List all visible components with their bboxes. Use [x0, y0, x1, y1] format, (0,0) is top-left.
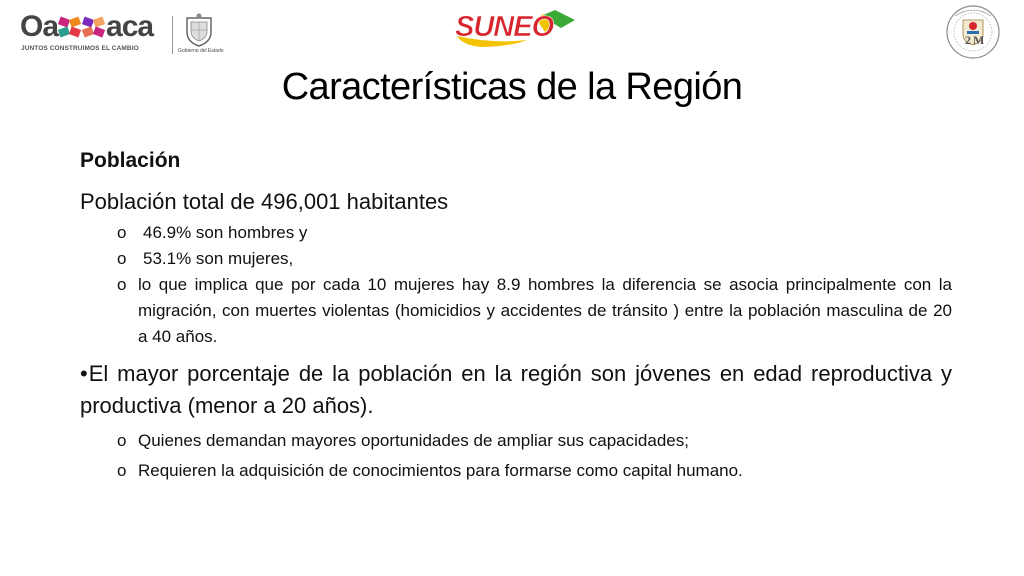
population-breakdown-list — [80, 220, 952, 350]
section-subhead: Población — [80, 149, 181, 172]
hollow-bullet-icon: o — [117, 275, 127, 294]
svg-text:M: M — [973, 33, 985, 47]
oaxaca-tagline: JUNTOS CONSTRUIMOS EL CAMBIO — [21, 45, 139, 52]
main-bullet-text: El mayor porcentaje de la población en la región son jóvenes en edad reproductiva y productiva (menor a 20 años). — [80, 361, 952, 418]
government-label: Gobierno del Estado — [178, 48, 224, 54]
hollow-bullet-icon: o — [117, 431, 127, 450]
list-item — [80, 246, 952, 272]
list-item-text: Quienes demandan mayores oportunidades de ampliar sus capacidades; — [138, 431, 689, 450]
list-item-text: 46.9% son hombres y — [143, 223, 308, 242]
main-bullet — [80, 358, 952, 422]
slide-title: Características de la Región — [281, 66, 743, 108]
oaxaca-x-mark-icon — [58, 16, 82, 38]
oaxaca-x-mark-2-icon — [82, 16, 106, 38]
youth-needs-list — [80, 426, 952, 486]
hollow-bullet-icon: o — [117, 461, 127, 480]
hollow-bullet-icon: o — [117, 249, 127, 268]
list-item — [80, 456, 952, 486]
list-item-text: lo que implica que por cada 10 mujeres hay 8.9 hombres la diferencia se asocia principalmente con la migración, con muertes violentas (homicidios y accidentes de tránsito ) entre la población masculina de 20 a 40 años. — [138, 275, 952, 346]
slide-content — [80, 146, 952, 486]
list-item — [80, 426, 952, 456]
university-seal-icon — [945, 4, 1001, 60]
svg-text:SUNEO: SUNEO — [455, 11, 554, 43]
list-item — [80, 220, 952, 246]
population-total: Población total de 496,001 habitantes — [80, 189, 449, 214]
state-coat-of-arms-icon — [181, 12, 217, 48]
svg-text:2: 2 — [965, 33, 971, 47]
bullet-icon: • — [80, 361, 88, 386]
oaxaca-wordmark: Oa aca — [20, 10, 154, 43]
logo-divider — [172, 16, 173, 54]
suneo-logo-icon — [453, 6, 577, 48]
list-item-text: Requieren la adquisición de conocimientos para formarse como capital humano. — [138, 461, 743, 480]
list-item — [80, 272, 952, 350]
hollow-bullet-icon: o — [117, 223, 127, 242]
list-item-text: 53.1% son mujeres, — [143, 249, 294, 268]
oaxaca-logo — [20, 10, 224, 57]
